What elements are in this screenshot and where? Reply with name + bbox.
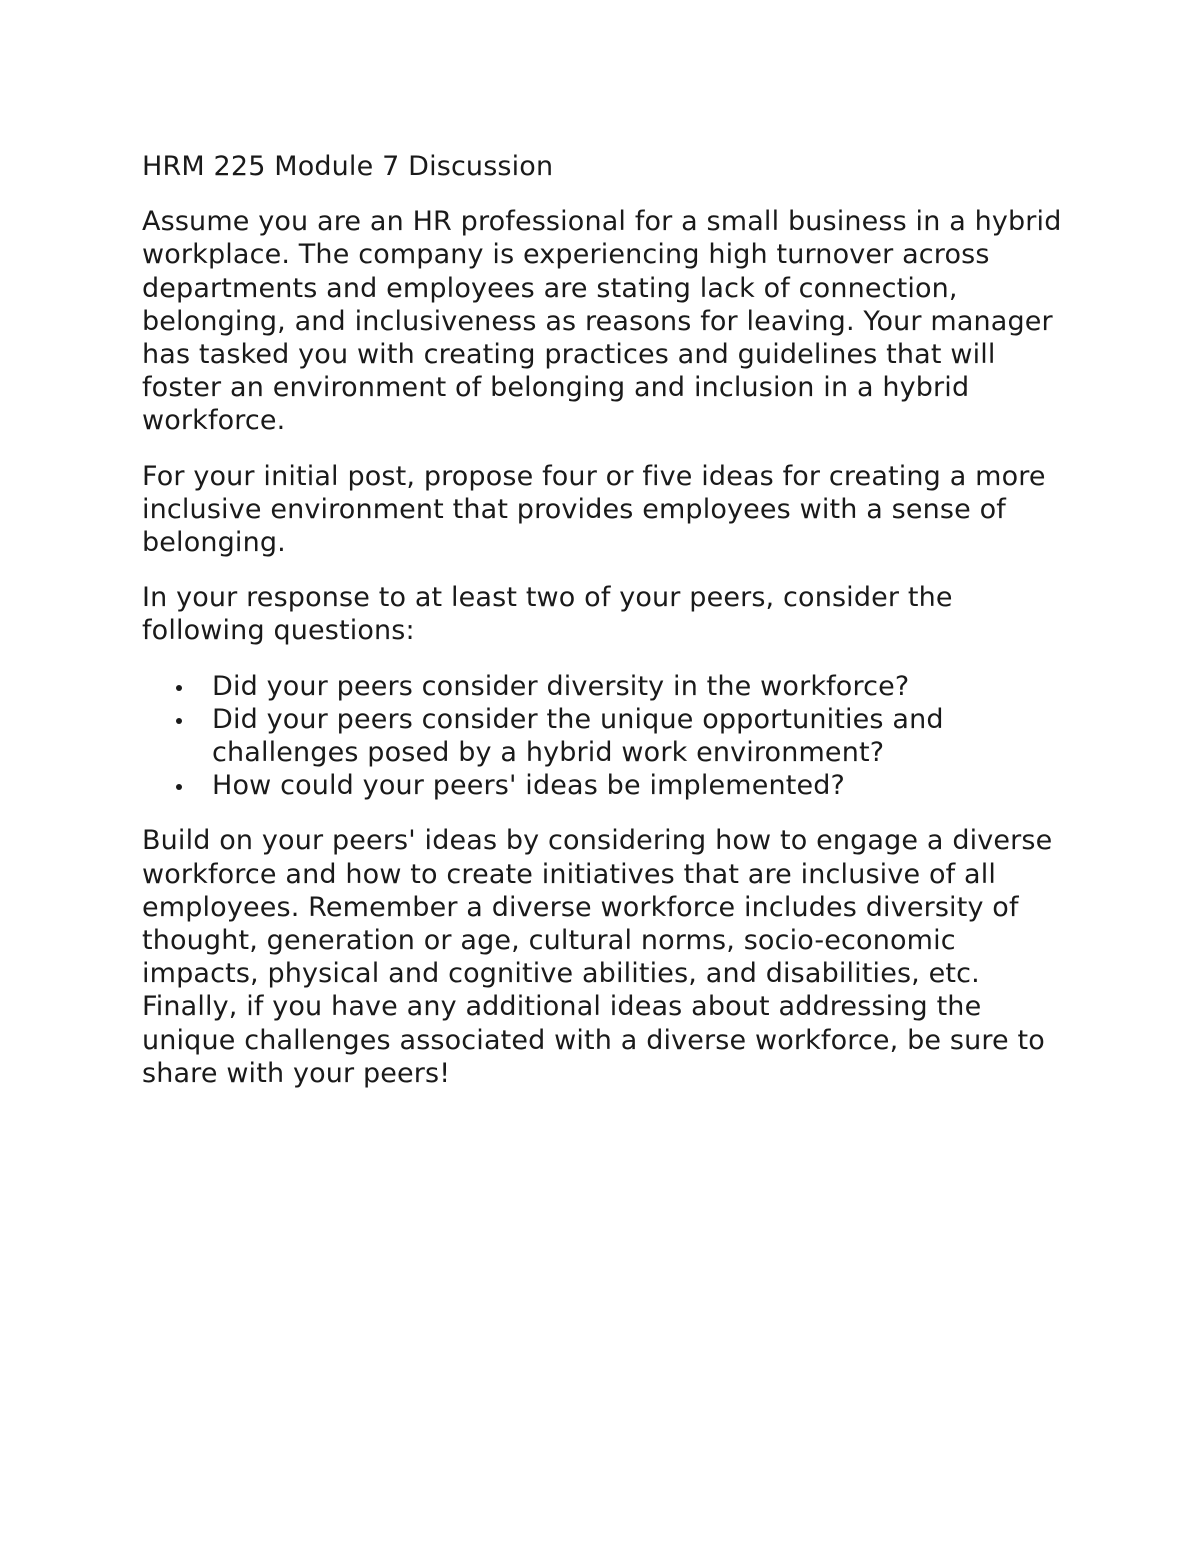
bullet-icon bbox=[176, 784, 182, 790]
initial-post-paragraph: For your initial post, propose four or five ideas for creating a more inclusive environment that provides employees with a sense of belonging. bbox=[142, 460, 1046, 559]
question-text: Did your peers consider the unique opportunities and challenges posed by a hybrid work environment? bbox=[212, 703, 944, 769]
list-item bbox=[142, 703, 1062, 769]
bullet-icon bbox=[176, 685, 182, 691]
questions-list bbox=[142, 670, 1062, 803]
scenario-paragraph: Assume you are an HR professional for a small business in a hybrid workplace. The company is experiencing high turnover across departments and employees are stating lack of connection, belonging, and inclusiveness as reasons for leaving. Your manager has tasked you with creating practices and guidelines that will foster an environment of belonging and inclusion in a hybrid workforce. bbox=[142, 206, 1062, 437]
bullet-icon bbox=[176, 718, 182, 724]
question-text: How could your peers' ideas be implemented? bbox=[212, 770, 845, 802]
document-page bbox=[142, 150, 1062, 1112]
document-title: HRM 225 Module 7 Discussion bbox=[142, 151, 554, 182]
response-instructions-paragraph: In your response to at least two of your peers, consider the following questions: bbox=[142, 582, 953, 647]
list-item bbox=[142, 769, 1062, 802]
list-item bbox=[142, 670, 1062, 703]
question-text: Did your peers consider diversity in the workforce? bbox=[212, 670, 910, 702]
build-on-ideas-paragraph: Build on your peers' ideas by considering how to engage a diverse workforce and how to create initiatives that are inclusive of all employees. Remember a diverse workforce includes diversity of thought, generation or age, cultural norms, socio-economic impacts, physical and cognitive abilities, and disabilities, etc. Finally, if you have any additional ideas about addressing the unique challenges associated with a diverse workforce, be sure to share with your peers! bbox=[142, 825, 1053, 1089]
